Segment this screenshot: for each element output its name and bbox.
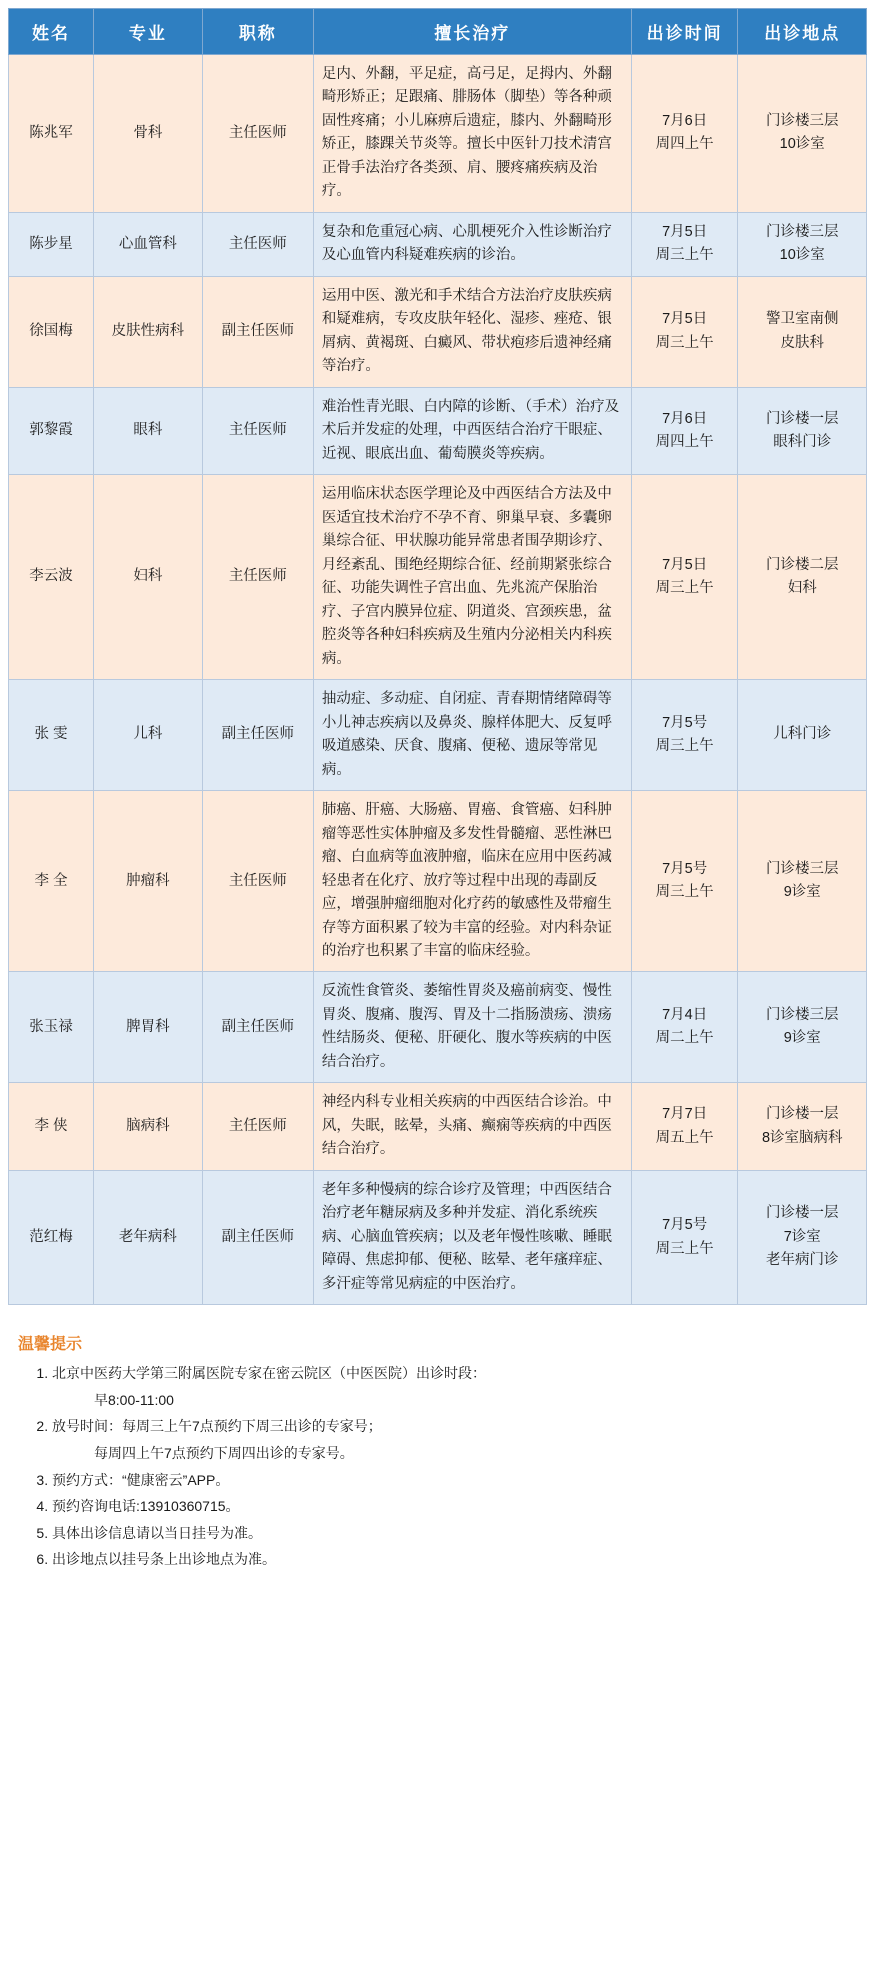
- cell-visit-place: [738, 387, 867, 474]
- text-line: 难治性青光眼、白内障的诊断、（手术）治疗及术后并发症的处理，中西医结合治疗干眼症、近视、眼底出血、葡萄膜炎等疾病。: [321, 398, 620, 462]
- text-line: 8诊室脑病科: [761, 1129, 843, 1146]
- cell-visit-time: [631, 1083, 738, 1170]
- cell-specialty: [313, 791, 631, 972]
- table-row: [9, 972, 867, 1083]
- text-line: 老年病科: [118, 1228, 177, 1245]
- cell-job-title: [202, 1083, 313, 1170]
- text-line: 李 侠: [34, 1117, 68, 1134]
- text-line: 反流性食管炎、萎缩性胃炎及癌前病变、慢性胃炎、腹痛、腹泻、胃及十二指肠溃疡、溃疡性结肠炎、便秘、肝硬化、腹水等疾病的中医结合治疗。: [321, 983, 612, 1070]
- text-line: 陈步星: [29, 235, 73, 252]
- text-line: 门诊楼三层: [765, 1006, 839, 1023]
- text-line: 心血管科: [118, 235, 177, 252]
- text-line: 周三上午: [655, 1240, 714, 1257]
- column-header-place: 出诊地点: [738, 9, 867, 55]
- cell-doctor-name: [9, 276, 94, 387]
- cell-visit-place: [738, 1083, 867, 1170]
- text-line: 皮肤科: [780, 334, 824, 351]
- text-line: 老年多种慢病的综合诊疗及管理；中西医结合治疗老年糖尿病及多种并发症、消化系统疾病、心脑血管疾病；以及老年慢性咳嗽、睡眠障碍、焦虑抑郁、便秘、眩晕、老年瘙痒症、多汗症等常见病症的中医治疗。: [321, 1181, 612, 1292]
- notes-list: [18, 1360, 867, 1573]
- cell-job-title: [202, 475, 313, 680]
- text-line: 门诊楼三层: [765, 860, 839, 877]
- cell-job-title: [202, 1170, 313, 1304]
- text-line: 9诊室: [783, 884, 821, 901]
- column-header-dept: 专业: [93, 9, 202, 55]
- note-text-line: 5. 具体出诊信息请以当日挂号为准。: [52, 1524, 262, 1541]
- table-body: [9, 55, 867, 1305]
- cell-specialty: [313, 475, 631, 680]
- cell-visit-time: [631, 972, 738, 1083]
- cell-specialty: [313, 1170, 631, 1304]
- text-line: 肺癌、肝癌、大肠癌、胃癌、食管癌、妇科肿瘤等恶性实体肿瘤及多发性骨髓瘤、恶性淋巴瘤、白血病等血液肿瘤，临床在应用中医药减轻患者在化疗、放疗等过程中出现的毒副反应，增强肿瘤细胞对化疗药的敏感性及带瘤生存等方面积累了较为丰富的经验。对内科杂证的治疗也积累了丰富的临床经验。: [321, 802, 612, 959]
- cell-job-title: [202, 680, 313, 791]
- table-row: [9, 1170, 867, 1304]
- cell-visit-place: [738, 475, 867, 680]
- table-row: [9, 212, 867, 276]
- column-header-title: 职称: [202, 9, 313, 55]
- cell-specialty: [313, 680, 631, 791]
- text-line: 门诊楼三层: [765, 112, 839, 129]
- cell-specialty: [313, 276, 631, 387]
- text-line: 周五上午: [655, 1129, 714, 1146]
- note-text-line: 4. 预约咨询电话:13910360715。: [52, 1498, 240, 1515]
- text-line: 李云波: [29, 568, 73, 585]
- note-text-line: 6. 出诊地点以挂号条上出诊地点为准。: [52, 1551, 276, 1568]
- text-line: 副主任医师: [221, 1228, 295, 1245]
- cell-department: [93, 791, 202, 972]
- note-item: [52, 1546, 867, 1573]
- text-line: 7月5号: [662, 1217, 708, 1234]
- table-row: [9, 387, 867, 474]
- text-line: 脑病科: [126, 1117, 170, 1134]
- text-line: 门诊楼一层: [765, 1106, 839, 1123]
- cell-visit-place: [738, 972, 867, 1083]
- cell-specialty: [313, 212, 631, 276]
- cell-doctor-name: [9, 1170, 94, 1304]
- text-line: 7诊室: [783, 1228, 821, 1245]
- text-line: 儿科门诊: [773, 726, 832, 743]
- table-row: [9, 475, 867, 680]
- table-row: [9, 55, 867, 213]
- text-line: 7月6日: [662, 410, 708, 427]
- cell-doctor-name: [9, 55, 94, 213]
- text-line: 郭黎霞: [29, 422, 73, 439]
- cell-job-title: [202, 212, 313, 276]
- text-line: 7月5日: [662, 223, 708, 240]
- note-text-line: 早8:00-11:00: [94, 1391, 174, 1408]
- text-line: 门诊楼一层: [765, 1205, 839, 1222]
- text-line: 7月5号: [662, 860, 708, 877]
- cell-department: [93, 276, 202, 387]
- cell-doctor-name: [9, 791, 94, 972]
- text-line: 主任医师: [228, 872, 287, 889]
- text-line: 周三上午: [655, 580, 714, 597]
- text-line: 妇科: [133, 568, 163, 585]
- text-line: 7月7日: [662, 1106, 708, 1123]
- notes-section: [8, 1331, 867, 1573]
- note-text-line: 1. 北京中医药大学第三附属医院专家在密云院区（中医医院）出诊时段：: [52, 1365, 486, 1382]
- cell-job-title: [202, 972, 313, 1083]
- cell-visit-place: [738, 1170, 867, 1304]
- text-line: 7月4日: [662, 1006, 708, 1023]
- text-line: 陈兆军: [29, 124, 73, 141]
- cell-visit-time: [631, 791, 738, 972]
- text-line: 周二上午: [655, 1030, 714, 1047]
- text-line: 范红梅: [29, 1228, 73, 1245]
- cell-doctor-name: [9, 475, 94, 680]
- cell-department: [93, 475, 202, 680]
- doctor-schedule-table: [8, 8, 867, 1305]
- text-line: 脾胃科: [126, 1018, 170, 1035]
- cell-department: [93, 212, 202, 276]
- text-line: 抽动症、多动症、自闭症、青春期情绪障碍等小儿神志疾病以及鼻炎、腺样体肥大、反复呼吸道感染、厌食、腹痛、便秘、遗尿等常见病。: [321, 691, 612, 778]
- text-line: 9诊室: [783, 1030, 821, 1047]
- table-row: [9, 791, 867, 972]
- cell-visit-place: [738, 276, 867, 387]
- cell-specialty: [313, 55, 631, 213]
- note-item: [52, 1493, 867, 1520]
- text-line: 7月5日: [662, 311, 708, 328]
- text-line: 门诊楼三层: [765, 223, 839, 240]
- table-row: [9, 1083, 867, 1170]
- text-line: 7月5号: [662, 714, 708, 731]
- column-header-name: 姓名: [9, 9, 94, 55]
- text-line: 副主任医师: [221, 726, 295, 743]
- text-line: 眼科: [133, 422, 163, 439]
- text-line: 10诊室: [779, 247, 825, 264]
- cell-visit-time: [631, 212, 738, 276]
- text-line: 主任医师: [228, 422, 287, 439]
- table-header: [9, 9, 867, 55]
- table-row: [9, 680, 867, 791]
- cell-specialty: [313, 387, 631, 474]
- text-line: 7月5日: [662, 556, 708, 573]
- cell-job-title: [202, 791, 313, 972]
- cell-visit-place: [738, 791, 867, 972]
- note-text-line: 3. 预约方式：“健康密云”APP。: [52, 1471, 230, 1488]
- text-line: 10诊室: [779, 136, 825, 153]
- text-line: 主任医师: [228, 235, 287, 252]
- cell-department: [93, 972, 202, 1083]
- text-line: 徐国梅: [29, 323, 73, 340]
- notes-title: 温馨提示: [18, 1336, 83, 1354]
- text-line: 周四上午: [655, 434, 714, 451]
- cell-job-title: [202, 387, 313, 474]
- text-line: 副主任医师: [221, 323, 295, 340]
- text-line: 周四上午: [655, 136, 714, 153]
- text-line: 主任医师: [228, 1117, 287, 1134]
- cell-doctor-name: [9, 1083, 94, 1170]
- text-line: 儿科: [133, 726, 163, 743]
- cell-doctor-name: [9, 387, 94, 474]
- table-row: [9, 276, 867, 387]
- cell-visit-place: [738, 212, 867, 276]
- text-line: 7月6日: [662, 112, 708, 129]
- table-header-row: [9, 9, 867, 55]
- note-item: [52, 1520, 867, 1547]
- cell-visit-time: [631, 680, 738, 791]
- text-line: 门诊楼一层: [765, 410, 839, 427]
- text-line: 周三上午: [655, 334, 714, 351]
- cell-specialty: [313, 972, 631, 1083]
- cell-visit-time: [631, 276, 738, 387]
- cell-department: [93, 680, 202, 791]
- note-text-line: 每周四上午7点预约下周四出诊的专家号。: [94, 1445, 354, 1462]
- cell-visit-time: [631, 475, 738, 680]
- cell-doctor-name: [9, 972, 94, 1083]
- cell-specialty: [313, 1083, 631, 1170]
- cell-visit-time: [631, 1170, 738, 1304]
- text-line: 主任医师: [228, 124, 287, 141]
- note-item: [52, 1413, 867, 1466]
- cell-department: [93, 387, 202, 474]
- text-line: 妇科: [787, 580, 817, 597]
- cell-doctor-name: [9, 680, 94, 791]
- cell-doctor-name: [9, 212, 94, 276]
- text-line: 警卫室南侧: [765, 311, 839, 328]
- column-header-specialty: 擅长治疗: [313, 9, 631, 55]
- text-line: 老年病门诊: [765, 1252, 839, 1269]
- cell-visit-time: [631, 55, 738, 213]
- text-line: 张玉禄: [29, 1018, 73, 1035]
- text-line: 复杂和危重冠心病、心肌梗死介入性诊断治疗及心血管内科疑难疾病的诊治。: [321, 223, 612, 264]
- column-header-time: 出诊时间: [631, 9, 738, 55]
- note-item: [52, 1360, 867, 1413]
- cell-department: [93, 1170, 202, 1304]
- text-line: 周三上午: [655, 247, 714, 264]
- text-line: 李 全: [34, 872, 68, 889]
- text-line: 门诊楼二层: [765, 556, 839, 573]
- cell-visit-place: [738, 680, 867, 791]
- text-line: 神经内科专业相关疾病的中西医结合诊治。中风，失眠，眩晕，头痛、癫痫等疾病的中西医结合治疗。: [321, 1094, 612, 1158]
- cell-job-title: [202, 276, 313, 387]
- text-line: 运用中医、激光和手术结合方法治疗皮肤疾病和疑难病，专攻皮肤年轻化、湿疹、痤疮、银屑病、黄褐斑、白癜风、带状疱疹后遗神经痛等治疗。: [321, 287, 612, 375]
- text-line: 皮肤性病科: [111, 323, 185, 340]
- text-line: 肿瘤科: [126, 872, 170, 889]
- text-line: 张 雯: [34, 726, 68, 743]
- cell-department: [93, 1083, 202, 1170]
- text-line: 周三上午: [655, 738, 714, 755]
- text-line: 运用临床状态医学理论及中西医结合方法及中医适宜技术治疗不孕不育、卵巢早衰、多囊卵巢综合征、甲状腺功能异常患者围孕期诊疗、月经紊乱、围绝经期综合征、经前期紧张综合征、功能失调性子宫出血、先兆流产保胎治疗、子宫内膜异位症、阴道炎、宫颈疾患，盆腔炎等各种妇科疾病及生殖内分泌相关内科疾病。: [321, 486, 612, 667]
- cell-visit-time: [631, 387, 738, 474]
- cell-job-title: [202, 55, 313, 213]
- cell-department: [93, 55, 202, 213]
- cell-visit-place: [738, 55, 867, 213]
- text-line: 骨科: [133, 124, 163, 141]
- text-line: 足内、外翻，平足症，高弓足，足拇内、外翻畸形矫正；足跟痛、腓肠体（脚垫）等各种顽固性疼痛；小儿麻痹后遗症，膝内、外翻畸形矫正，膝踝关节炎等。擅长中医针刀技术清宫正骨手法治疗各类颈、肩、腰疼痛疾病及治疗。: [321, 66, 612, 200]
- text-line: 主任医师: [228, 568, 287, 585]
- note-item: [52, 1467, 867, 1494]
- text-line: 眼科门诊: [773, 434, 832, 451]
- note-text-line: 2. 放号时间：每周三上午7点预约下周三出诊的专家号；: [52, 1418, 382, 1435]
- text-line: 周三上午: [655, 884, 714, 901]
- text-line: 副主任医师: [221, 1018, 295, 1035]
